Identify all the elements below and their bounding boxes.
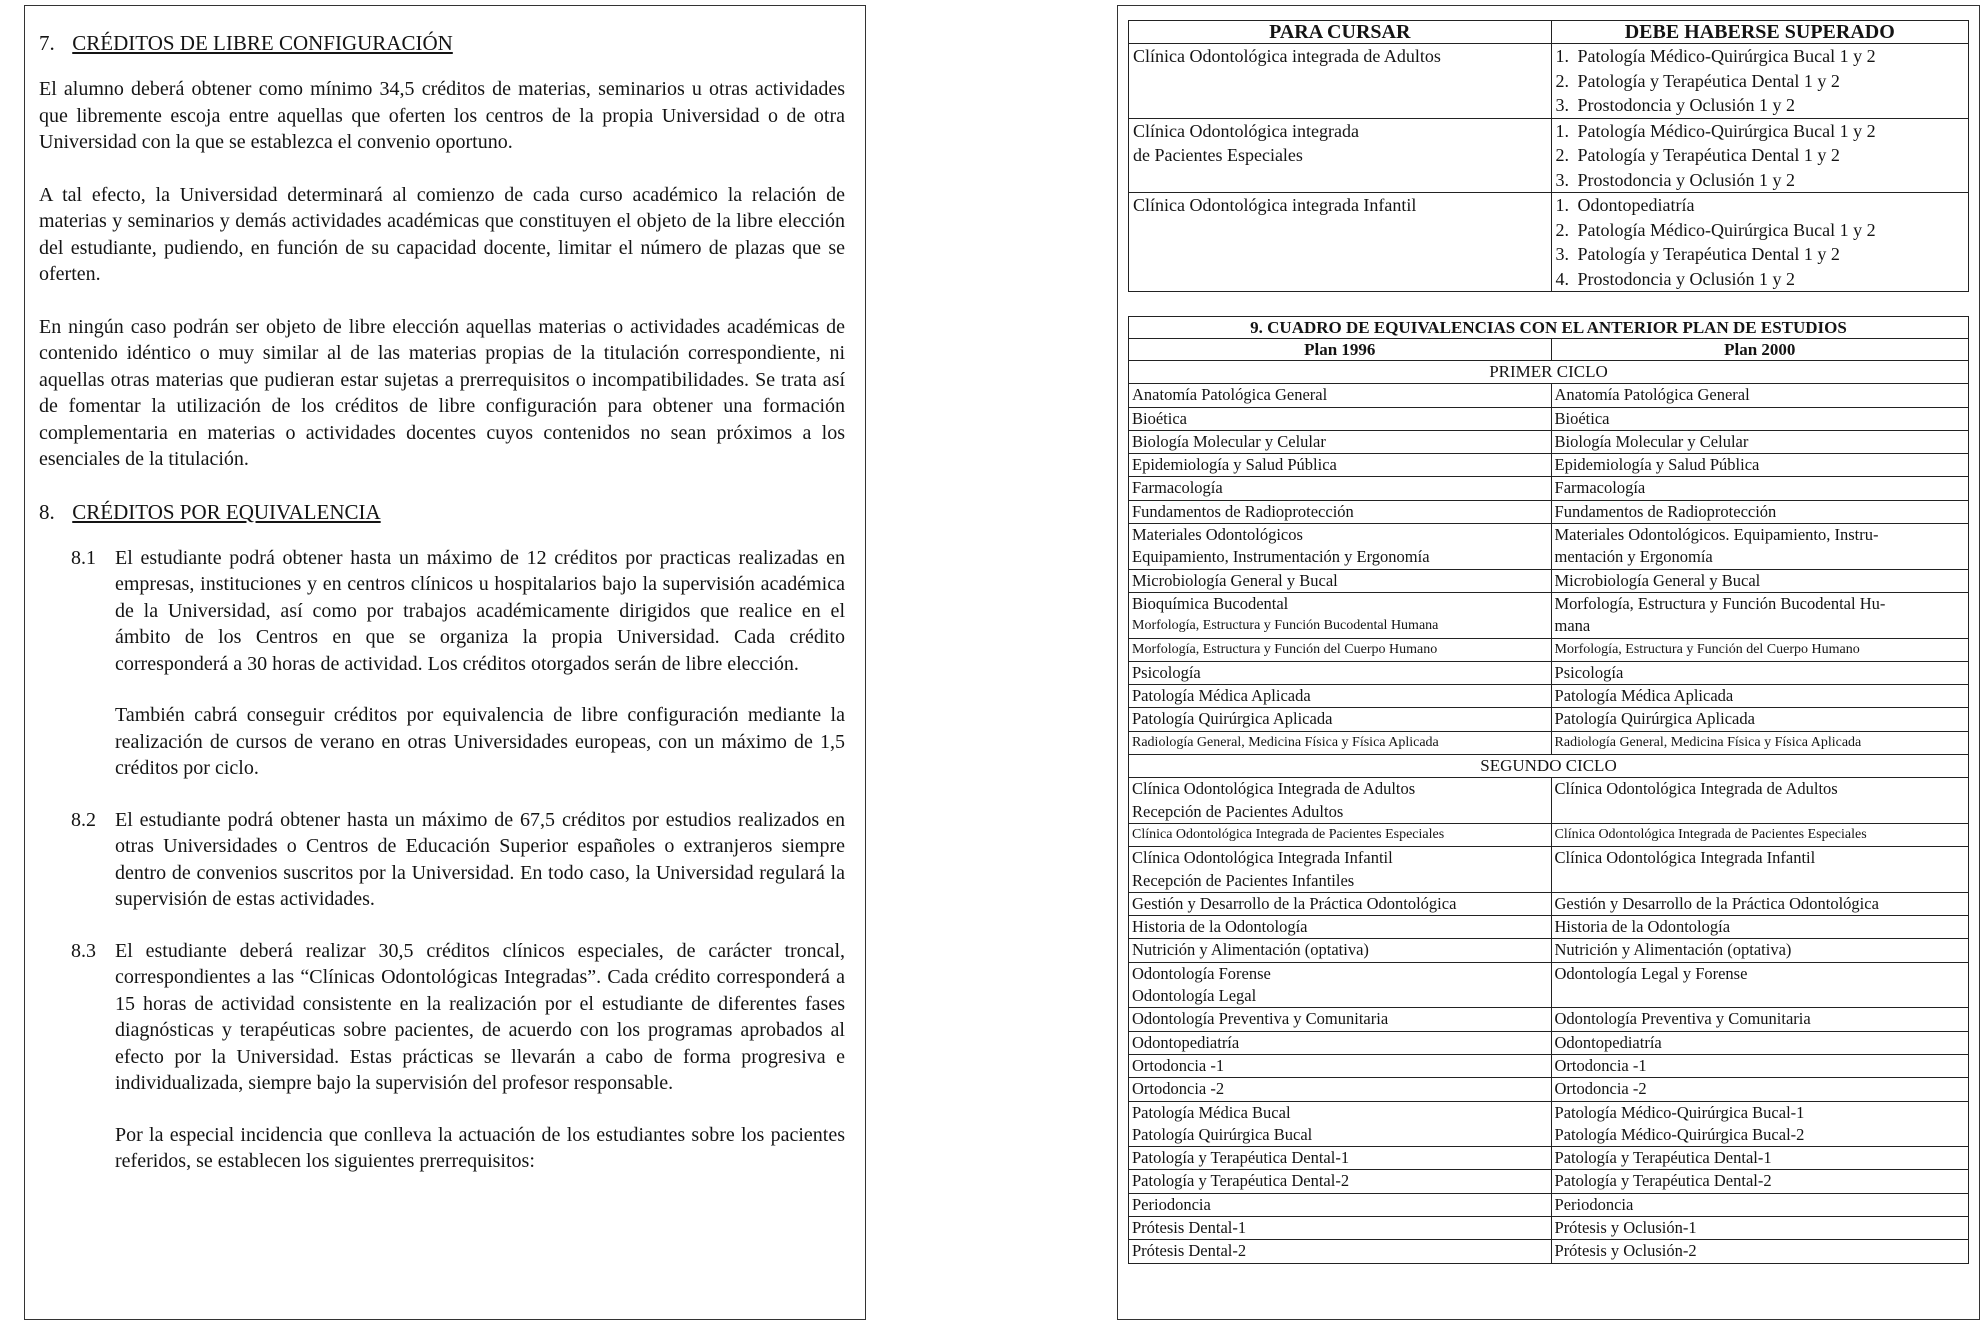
required-subject: Odontopediatría	[1577, 195, 1695, 215]
required-subject: Patología Médico-Quirúrgica Bucal 1 y 2	[1577, 120, 1876, 141]
required-item	[1556, 267, 1964, 292]
plan-1996-cell	[1129, 778, 1552, 824]
prerequisites-body	[1129, 44, 1969, 292]
subject-name: Bioética	[1132, 408, 1187, 428]
table-row	[1129, 193, 1969, 292]
section-7-paragraph: En ningún caso podrán ser objeto de libre elección aquellas materias o actividades académicas de contenido idéntico o muy similar al de las materias propias de la titulación correspondiente, ni aquellas otras materias que pudieran estar sujetas a prerrequisitos o incompatibilidades. Se trata así de fomentar la utilización de los créditos de libre configuración para obtener una formación complementaria en materias o actividades docentes cuyos contenidos no sean próximos a los esenciales de la titulación.	[39, 315, 845, 470]
left-page	[24, 5, 866, 1320]
course-cell	[1129, 193, 1552, 292]
cycle-label: SEGUNDO CICLO	[1129, 755, 1969, 778]
column-header: Plan 2000	[1551, 339, 1968, 361]
subject-name: Odontología Legal	[1132, 986, 1257, 1006]
subject-name: Patología y Terapéutica Dental-1	[1554, 1148, 1772, 1168]
plan-1996-cell	[1129, 524, 1552, 570]
item-number: 2.	[1555, 70, 1570, 91]
subject-name: Odontología Legal y Forense	[1554, 963, 1748, 983]
plan-2000-cell	[1551, 1147, 1968, 1170]
table-row	[1129, 823, 1969, 846]
subsection-number	[39, 1122, 115, 1175]
subject-name: Clínica Odontológica Integrada Infantil	[1554, 848, 1816, 868]
table-header-row	[1129, 21, 1969, 44]
required-cell	[1551, 118, 1968, 193]
item-number: 2.	[1555, 145, 1570, 165]
subsection-number: 8.2	[71, 808, 96, 831]
table-row	[1129, 685, 1969, 708]
column-header: DEBE HABERSE SUPERADO	[1551, 21, 1968, 44]
subject-name: Patología y Terapéutica Dental-2	[1132, 1171, 1350, 1191]
required-item	[1556, 93, 1964, 118]
item-number: 3.	[1555, 169, 1570, 190]
subject-name: Patología Médico-Quirúrgica Bucal-2	[1554, 1124, 1805, 1144]
subsection-8-1-continued	[39, 702, 845, 782]
subsection-number: 8.1	[71, 546, 96, 569]
subject-name: Odontopediatría	[1132, 1032, 1240, 1052]
plan-2000-cell	[1551, 1031, 1968, 1054]
subject-name: Anatomía Patológica General	[1132, 385, 1328, 405]
table-row	[1129, 44, 1969, 119]
plan-1996-cell	[1129, 1054, 1552, 1077]
table-row	[1129, 1170, 1969, 1193]
subject-name: Gestión y Desarrollo de la Práctica Odontológica	[1132, 893, 1457, 913]
plan-2000-cell	[1551, 1101, 1968, 1147]
plan-2000-cell	[1551, 454, 1968, 477]
subject-name: Farmacología	[1554, 478, 1646, 498]
subsection-number	[39, 702, 115, 782]
subject-name: Farmacología	[1132, 478, 1223, 498]
subject-name: Equipamiento, Instrumentación y Ergonomía	[1132, 547, 1430, 567]
plan-1996-cell	[1129, 1216, 1552, 1239]
column-header: Plan 1996	[1129, 339, 1552, 361]
section-8-heading	[39, 499, 845, 525]
table-row	[1129, 892, 1969, 915]
table-row	[1129, 1216, 1969, 1239]
table-title-row	[1129, 317, 1969, 339]
table-row	[1129, 1193, 1969, 1216]
item-number: 4.	[1555, 268, 1570, 289]
course-name: Clínica Odontológica integrada de Adultos	[1133, 46, 1441, 66]
plan-2000-cell	[1551, 430, 1968, 453]
subject-name: Prótesis y Oclusión-1	[1554, 1217, 1697, 1237]
course-name: Clínica Odontológica integrada Infantil	[1133, 195, 1417, 215]
plan-1996-cell	[1129, 500, 1552, 523]
subject-name: Fundamentos de Radioprotección	[1554, 501, 1777, 521]
plan-1996-cell	[1129, 384, 1552, 407]
plan-2000-cell	[1551, 524, 1968, 570]
subject-name: Biología Molecular y Celular	[1554, 431, 1749, 451]
required-item	[1556, 44, 1964, 69]
item-number: 1.	[1555, 46, 1570, 66]
subsection-text: También cabrá conseguir créditos por equivalencia de libre configuración mediante la realización de cursos de verano en otras Universidades europeas, con un máximo de 1,5 créditos por ciclo.	[115, 704, 845, 779]
required-subject: Patología Médico-Quirúrgica Bucal 1 y 2	[1577, 46, 1876, 66]
plan-1996-cell	[1129, 685, 1552, 708]
section-8-title: CRÉDITOS POR EQUIVALENCIA	[72, 499, 381, 524]
table-row	[1129, 847, 1969, 893]
section-7-heading	[39, 30, 845, 56]
plan-2000-cell	[1551, 477, 1968, 500]
subject-name: Microbiología General y Bucal	[1554, 570, 1761, 590]
plan-2000-cell	[1551, 823, 1968, 846]
required-item	[1556, 242, 1964, 267]
table-row	[1129, 916, 1969, 939]
plan-1996-cell	[1129, 430, 1552, 453]
table-row	[1129, 430, 1969, 453]
subject-name: Morfología, Estructura y Función del Cuerpo Humano	[1554, 641, 1860, 657]
table-header-row	[1129, 339, 1969, 361]
plan-1996-cell	[1129, 569, 1552, 592]
subsection-text: Por la especial incidencia que conlleva la actuación de los estudiantes sobre los pacientes referidos, se establecen los siguientes prerrequisitos:	[115, 1123, 845, 1172]
subject-name: Clínica Odontológica Integrada Infantil	[1132, 848, 1393, 868]
subsection-8-3	[39, 938, 845, 1097]
item-number: 3.	[1555, 244, 1570, 264]
plan-2000-cell	[1551, 1193, 1968, 1216]
required-item	[1556, 193, 1964, 218]
plan-2000-cell	[1551, 1240, 1968, 1263]
plan-2000-cell	[1551, 708, 1968, 731]
plan-2000-cell	[1551, 778, 1968, 824]
plan-2000-cell	[1551, 500, 1968, 523]
subject-name: Psicología	[1132, 662, 1201, 682]
subject-name: Patología Quirúrgica Aplicada	[1554, 709, 1755, 729]
plan-2000-cell	[1551, 685, 1968, 708]
subject-name: Epidemiología y Salud Pública	[1132, 455, 1337, 475]
plan-1996-cell	[1129, 916, 1552, 939]
subject-name: mentación y Ergonomía	[1554, 547, 1713, 567]
plan-1996-cell	[1129, 708, 1552, 731]
equivalence-table-title: 9. CUADRO DE EQUIVALENCIAS CON EL ANTERIOR PLAN DE ESTUDIOS	[1129, 317, 1969, 339]
subsection-8-2	[39, 807, 845, 913]
table-row	[1129, 962, 1969, 1008]
prerequisites-table	[1128, 20, 1969, 292]
required-subject: Patología y Terapéutica Dental 1 y 2	[1577, 70, 1840, 91]
subject-name: Morfología, Estructura y Función del Cuerpo Humano	[1132, 641, 1438, 657]
subject-name: Patología y Terapéutica Dental-1	[1132, 1148, 1350, 1168]
plan-1996-cell	[1129, 1008, 1552, 1031]
table-row	[1129, 939, 1969, 962]
subject-name: Bioquímica Bucodental	[1132, 593, 1289, 613]
subject-name: Ortodoncia -2	[1554, 1079, 1647, 1099]
subject-name: Periodoncia	[1554, 1194, 1634, 1214]
subsection-8-3-continued	[39, 1122, 845, 1175]
plan-1996-cell	[1129, 638, 1552, 661]
cycle-row	[1129, 755, 1969, 778]
required-subject: Patología y Terapéutica Dental 1 y 2	[1577, 145, 1840, 165]
table-row	[1129, 661, 1969, 684]
plan-1996-cell	[1129, 592, 1552, 638]
table-row	[1129, 731, 1969, 754]
subject-name: Prótesis Dental-2	[1132, 1241, 1247, 1261]
subject-name: Prótesis Dental-1	[1132, 1217, 1247, 1237]
plan-1996-cell	[1129, 477, 1552, 500]
table-row	[1129, 524, 1969, 570]
plan-1996-cell	[1129, 1193, 1552, 1216]
section-7-paragraph: El alumno deberá obtener como mínimo 34,5 créditos de materias, seminarios u otras actividades que libremente escoja entre aquellas que oferten los centros de la propia Universidad o de otra Universidad con la que se establezca el convenio oportuno.	[39, 78, 845, 153]
plan-2000-cell	[1551, 939, 1968, 962]
subject-name: Patología Médica Aplicada	[1554, 686, 1734, 706]
subject-name: Patología y Terapéutica Dental-2	[1554, 1171, 1772, 1191]
subject-name: Radiología General, Medicina Física y Física Aplicada	[1554, 734, 1862, 750]
subject-name: Radiología General, Medicina Física y Física Aplicada	[1132, 734, 1439, 750]
plan-1996-cell	[1129, 1078, 1552, 1101]
course-cell	[1129, 118, 1552, 193]
plan-2000-cell	[1551, 1008, 1968, 1031]
subject-name: Bioética	[1554, 408, 1610, 428]
plan-2000-cell	[1551, 592, 1968, 638]
section-8-number: 8.	[39, 499, 55, 524]
subject-name: Morfología, Estructura y Función Bucodental Humana	[1132, 618, 1439, 634]
section-7-title: CRÉDITOS DE LIBRE CONFIGURACIÓN	[72, 31, 453, 55]
subject-name: Clínica Odontológica Integrada de Pacientes Especiales	[1132, 826, 1445, 842]
subject-name: Clínica Odontológica Integrada de Pacientes Especiales	[1554, 826, 1867, 842]
subject-name: Historia de la Odontología	[1554, 917, 1731, 937]
plan-2000-cell	[1551, 407, 1968, 430]
required-subject: Patología y Terapéutica Dental 1 y 2	[1577, 244, 1840, 264]
required-subject: Patología Médico-Quirúrgica Bucal 1 y 2	[1577, 219, 1876, 240]
plan-1996-cell	[1129, 454, 1552, 477]
table-row	[1129, 1147, 1969, 1170]
plan-2000-cell	[1551, 1078, 1968, 1101]
required-item	[1556, 218, 1964, 243]
subject-name: Patología Quirúrgica Bucal	[1132, 1124, 1313, 1144]
subject-name: Epidemiología y Salud Pública	[1554, 455, 1760, 475]
subject-name: Patología Médica Bucal	[1132, 1102, 1291, 1122]
plan-1996-cell	[1129, 847, 1552, 893]
table-row	[1129, 500, 1969, 523]
plan-1996-cell	[1129, 1147, 1552, 1170]
subject-name: Recepción de Pacientes Infantiles	[1132, 870, 1355, 890]
subsection-text: El estudiante deberá realizar 30,5 créditos clínicos especiales, de carácter troncal, correspondientes a las “Clínicas Odontológicas Integradas”. Cada crédito corresponderá a 15 horas de actividad consistente en la realización por el estudiante de diferentes fases diagnósticas y terapéuticas sobre pacientes, de acuerdo con los programas aprobados al efecto por la Universidad. Estas prácticas se llevarán a cabo de forma progresiva e individualizada, siempre bajo la supervisión del profesor responsable.	[115, 939, 845, 1094]
table-row	[1129, 708, 1969, 731]
table-row	[1129, 778, 1969, 824]
plan-2000-cell	[1551, 1054, 1968, 1077]
plan-2000-cell	[1551, 731, 1968, 754]
table-row	[1129, 454, 1969, 477]
subject-name: Odontología Preventiva y Comunitaria	[1554, 1009, 1811, 1029]
subsection-text: El estudiante podrá obtener hasta un máximo de 67,5 créditos por estudios realizados en otras Universidades o Centros de Educación Superior españoles o extranjeros siempre dentro de convenios suscritos por la Universidad. En todo caso, la Universidad regulará la supervisión de estas actividades.	[115, 808, 845, 910]
plan-1996-cell	[1129, 1101, 1552, 1147]
subject-name: Periodoncia	[1132, 1194, 1211, 1214]
plan-2000-cell	[1551, 638, 1968, 661]
item-number: 1.	[1555, 120, 1570, 141]
course-cell	[1129, 44, 1552, 119]
table-row	[1129, 1101, 1969, 1147]
item-number: 2.	[1555, 219, 1570, 240]
subject-name: Clínica Odontológica Integrada de Adultos	[1132, 779, 1416, 799]
required-item	[1556, 119, 1964, 144]
subsection-text: El estudiante podrá obtener hasta un máximo de 12 créditos por practicas realizadas en empresas, instituciones y en centros clínicos u hospitalarios bajo la supervisión académica de la Universidad, así como por trabajos académicamente dirigidos que realice en el ámbito de los Centros en que se organiza la propia Universidad. Cada crédito corresponderá a 30 horas de actividad. Los créditos otorgados serán de libre elección.	[115, 546, 845, 675]
subject-name: mana	[1554, 616, 1591, 636]
plan-2000-cell	[1551, 661, 1968, 684]
plan-1996-cell	[1129, 1240, 1552, 1263]
item-number: 1.	[1555, 195, 1570, 215]
plan-2000-cell	[1551, 847, 1968, 893]
table-row	[1129, 118, 1969, 193]
table-row	[1129, 1031, 1969, 1054]
subject-name: Materiales Odontológicos. Equipamiento, Instru-	[1554, 525, 1879, 545]
plan-2000-cell	[1551, 1170, 1968, 1193]
plan-1996-cell	[1129, 407, 1552, 430]
subject-name: Patología Médica Aplicada	[1132, 686, 1311, 706]
subject-name: Nutrición y Alimentación (optativa)	[1132, 940, 1369, 960]
plan-1996-cell	[1129, 892, 1552, 915]
plan-2000-cell	[1551, 916, 1968, 939]
plan-1996-cell	[1129, 939, 1552, 962]
subject-name: Odontopediatría	[1554, 1032, 1662, 1052]
subject-name: Recepción de Pacientes Adultos	[1132, 801, 1344, 821]
plan-1996-cell	[1129, 1170, 1552, 1193]
course-name: de Pacientes Especiales	[1133, 145, 1303, 165]
subject-name: Ortodoncia -2	[1132, 1079, 1225, 1099]
required-item	[1556, 69, 1964, 94]
subject-name: Nutrición y Alimentación (optativa)	[1554, 940, 1792, 960]
plan-1996-cell	[1129, 661, 1552, 684]
subject-name: Gestión y Desarrollo de la Práctica Odontológica	[1554, 893, 1879, 913]
required-item	[1556, 168, 1964, 193]
section-7-paragraph: A tal efecto, la Universidad determinará al comienzo de cada curso académico la relación de materias y seminarios y demás actividades académicas que constituyen el objeto de la libre elección del estudiante, pudiendo, en función de su capacidad docente, limitar el número de plazas que se oferten.	[39, 183, 845, 285]
subject-name: Clínica Odontológica Integrada de Adultos	[1554, 779, 1838, 799]
plan-2000-cell	[1551, 384, 1968, 407]
subject-name: Patología Quirúrgica Aplicada	[1132, 709, 1333, 729]
table-row	[1129, 407, 1969, 430]
required-subject: Prostodoncia y Oclusión 1 y 2	[1577, 268, 1796, 289]
subject-name: Materiales Odontológicos	[1132, 525, 1303, 545]
required-item	[1556, 143, 1964, 168]
table-row	[1129, 592, 1969, 638]
plan-1996-cell	[1129, 823, 1552, 846]
subject-name: Patología Médico-Quirúrgica Bucal-1	[1554, 1102, 1805, 1122]
table-row	[1129, 638, 1969, 661]
right-page	[1117, 5, 1980, 1320]
subject-name: Odontología Forense	[1132, 963, 1271, 983]
required-subject: Prostodoncia y Oclusión 1 y 2	[1577, 169, 1796, 190]
plan-1996-cell	[1129, 1031, 1552, 1054]
plan-2000-cell	[1551, 569, 1968, 592]
subject-name: Biología Molecular y Celular	[1132, 431, 1326, 451]
table-row	[1129, 1240, 1969, 1263]
plan-2000-cell	[1551, 892, 1968, 915]
subject-name: Morfología, Estructura y Función Bucodental Hu-	[1554, 593, 1886, 613]
table-row	[1129, 384, 1969, 407]
subject-name: Fundamentos de Radioprotección	[1132, 501, 1354, 521]
required-subject: Prostodoncia y Oclusión 1 y 2	[1577, 95, 1796, 115]
column-header: PARA CURSAR	[1129, 21, 1552, 44]
subject-name: Anatomía Patológica General	[1554, 385, 1750, 405]
cycle-label: PRIMER CICLO	[1129, 361, 1969, 384]
subsection-number: 8.3	[71, 939, 96, 962]
cycle-row	[1129, 361, 1969, 384]
plan-1996-cell	[1129, 731, 1552, 754]
subject-name: Historia de la Odontología	[1132, 917, 1308, 937]
required-cell	[1551, 193, 1968, 292]
table-row	[1129, 477, 1969, 500]
table-row	[1129, 1008, 1969, 1031]
subject-name: Ortodoncia -1	[1132, 1055, 1225, 1075]
equivalence-body	[1129, 361, 1969, 1264]
plan-2000-cell	[1551, 1216, 1968, 1239]
subject-name: Microbiología General y Bucal	[1132, 570, 1338, 590]
table-row	[1129, 1054, 1969, 1077]
subject-name: Psicología	[1554, 662, 1624, 682]
subject-name: Odontología Preventiva y Comunitaria	[1132, 1009, 1389, 1029]
subject-name: Ortodoncia -1	[1554, 1055, 1647, 1075]
plan-2000-cell	[1551, 962, 1968, 1008]
plan-1996-cell	[1129, 962, 1552, 1008]
course-name: Clínica Odontológica integrada	[1133, 120, 1359, 141]
item-number: 3.	[1555, 95, 1570, 115]
table-row	[1129, 569, 1969, 592]
table-row	[1129, 1078, 1969, 1101]
subject-name: Prótesis y Oclusión-2	[1554, 1241, 1697, 1261]
section-7-number: 7.	[39, 31, 55, 55]
subsection-8-1	[39, 545, 845, 678]
required-cell	[1551, 44, 1968, 119]
equivalence-table	[1128, 316, 1969, 1264]
